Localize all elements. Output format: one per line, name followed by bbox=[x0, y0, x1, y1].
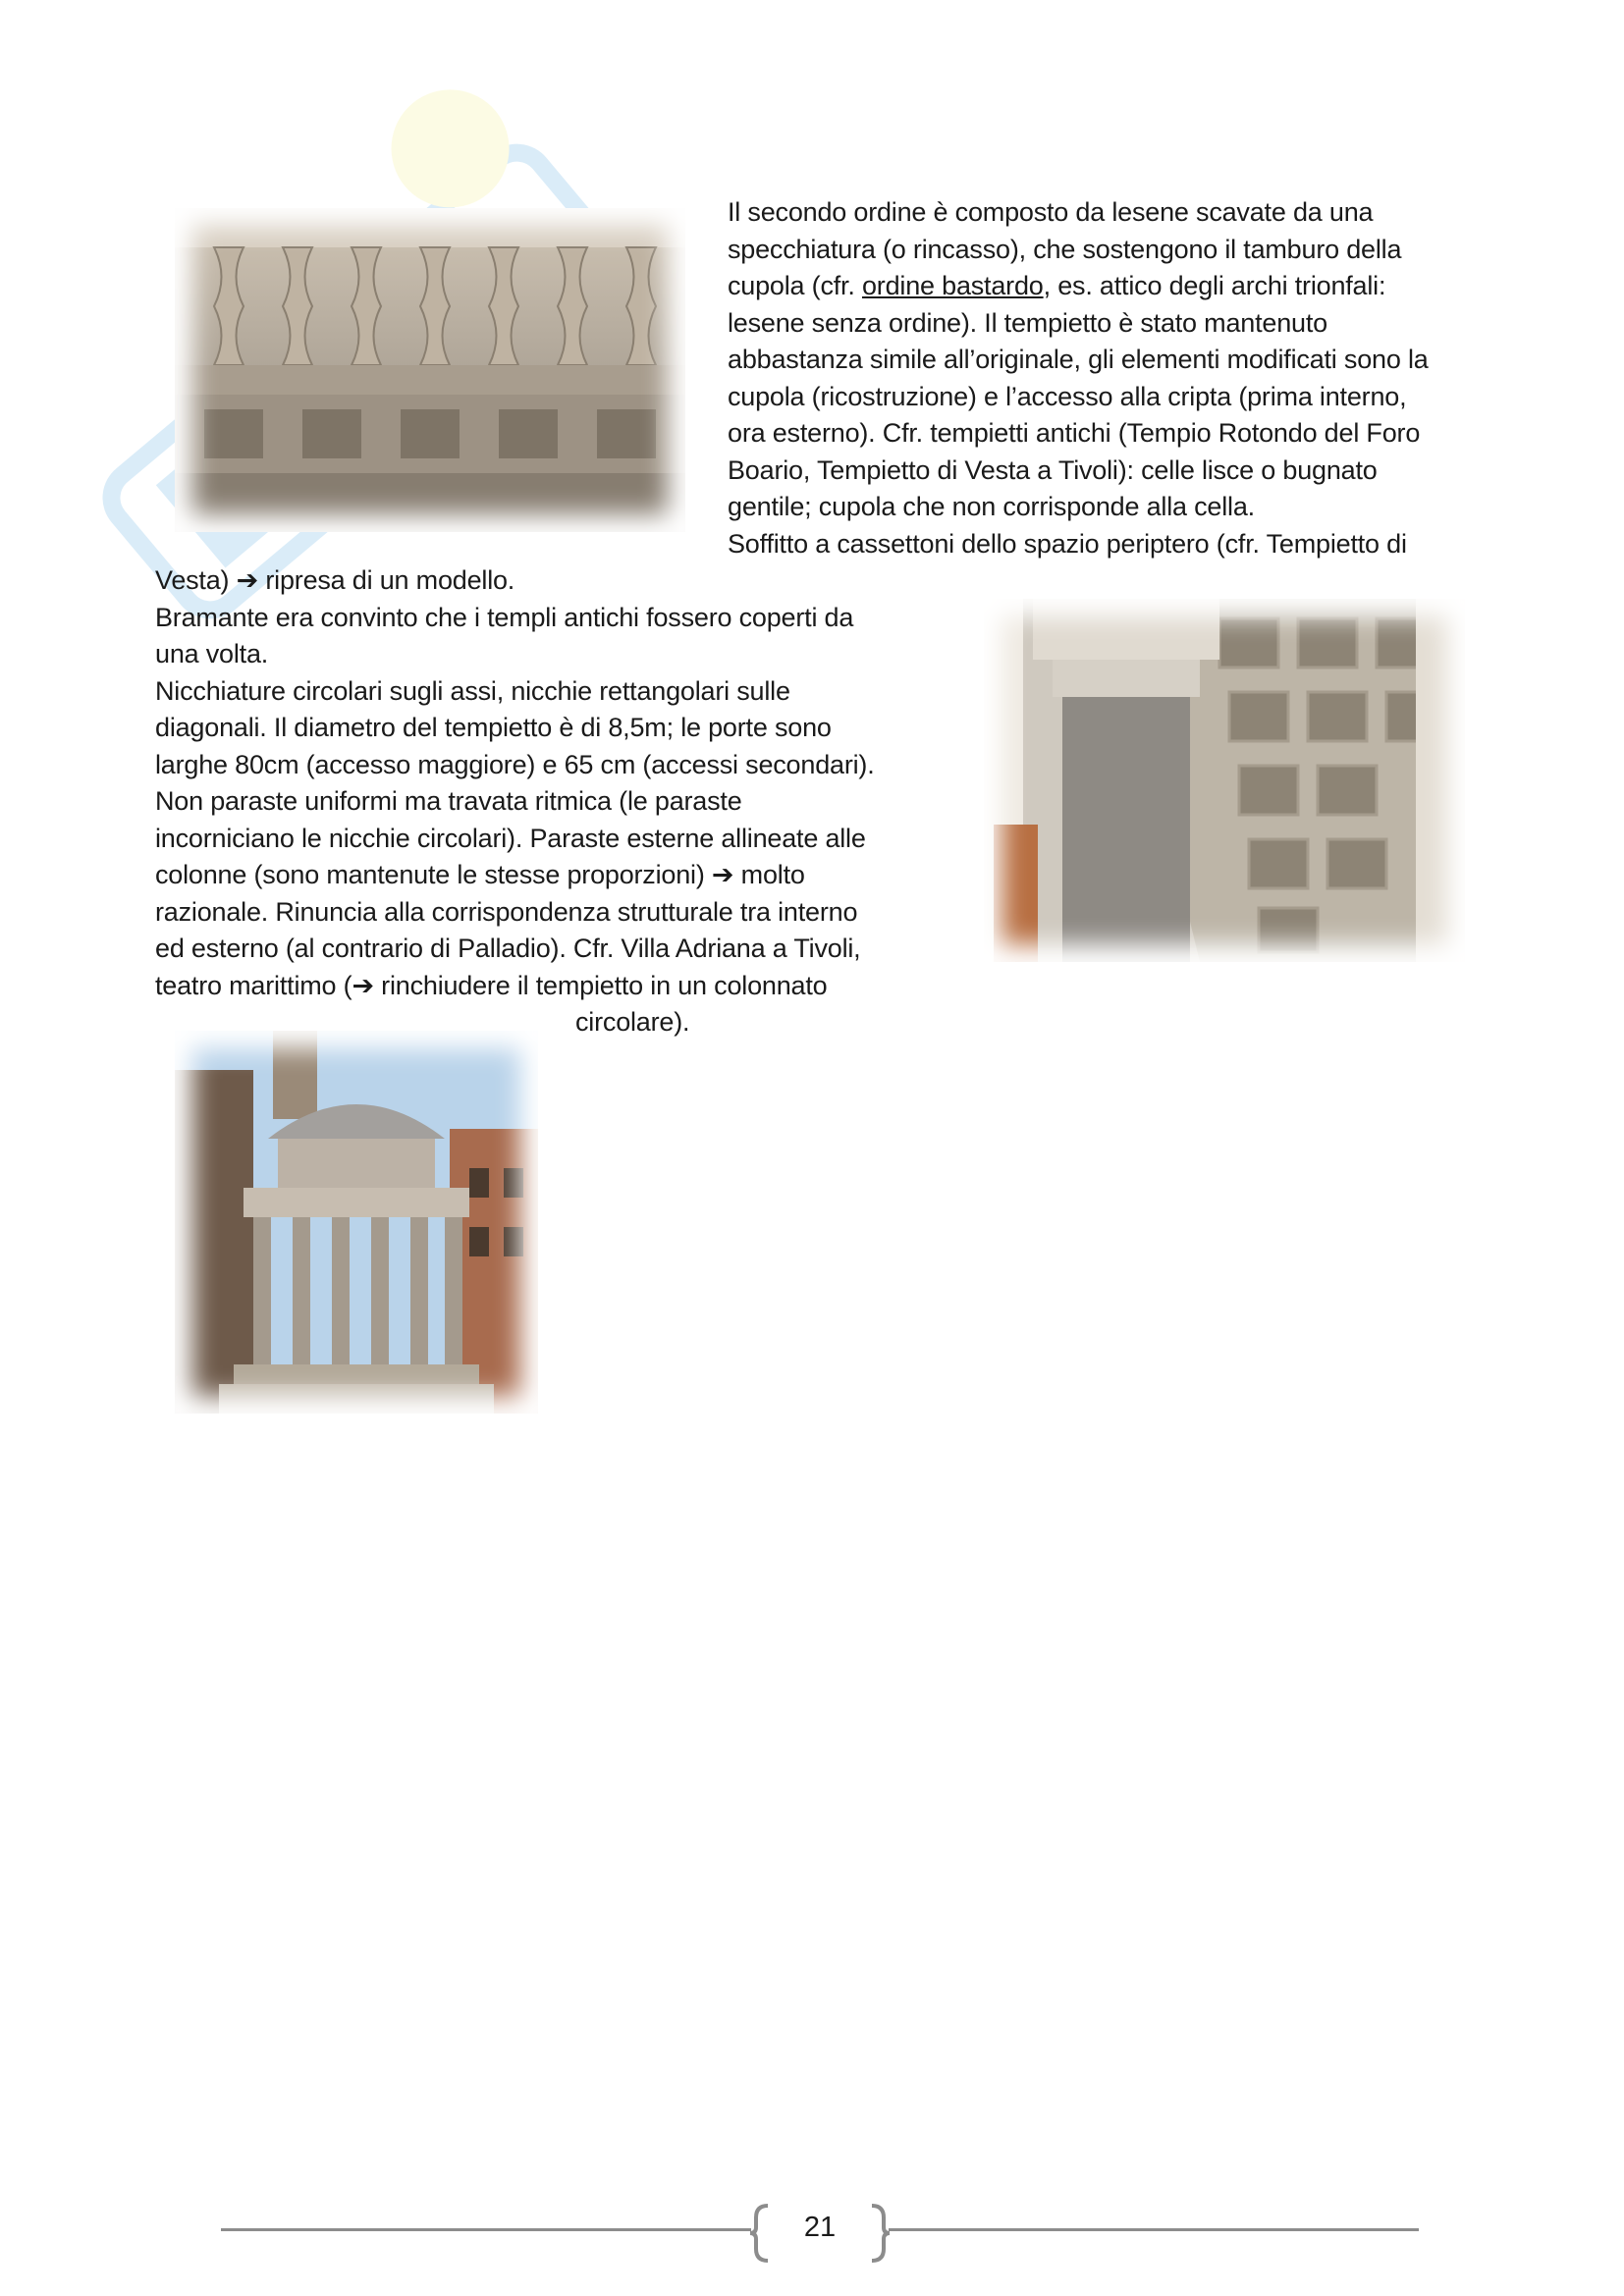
text-line: una volta. bbox=[155, 639, 269, 668]
text-line: Vesta) ➔ ripresa di un modello. bbox=[155, 565, 515, 595]
text-line: gentile; cupola che non corrisponde alla cella. bbox=[728, 492, 1255, 521]
left-brace-icon bbox=[748, 2204, 772, 2263]
footer-rule-left bbox=[221, 2228, 751, 2231]
text-line: diagonali. Il diametro del tempietto è di 8,5m; le porte sono bbox=[155, 713, 832, 742]
text-line: abbastanza simile all’originale, gli elementi modificati sono la bbox=[728, 345, 1429, 374]
page-number: 21 bbox=[803, 2212, 837, 2243]
balustrade-photo bbox=[175, 208, 685, 532]
text-line: Bramante era convinto che i templi antichi fossero coperti da bbox=[155, 603, 854, 632]
text-line: colonne (sono mantenute le stesse proporzioni) ➔ molto bbox=[155, 860, 805, 889]
text-line: Nicchiature circolari sugli assi, nicchie rettangolari sulle bbox=[155, 676, 790, 706]
text-line: lesene senza ordine). Il tempietto è stato mantenuto bbox=[728, 308, 1327, 338]
text-line: Boario, Tempietto di Vesta a Tivoli): celle lisce o bugnato bbox=[728, 455, 1378, 485]
footer-rule-right bbox=[889, 2228, 1419, 2231]
text-line: circolare). bbox=[575, 1007, 690, 1037]
text-line: incorniciano le nicchie circolari). Paraste esterne allineate alle bbox=[155, 824, 866, 853]
text-line: teatro marittimo (➔ rinchiudere il tempietto in un colonnato bbox=[155, 971, 828, 1000]
text-line: cupola (cfr. ordine bastardo, es. attico degli archi trionfali: bbox=[728, 271, 1386, 300]
text-line: ora esterno). Cfr. tempietti antichi (Tempio Rotondo del Foro bbox=[728, 418, 1421, 448]
right-brace-icon bbox=[868, 2204, 892, 2263]
text-line: larghe 80cm (accesso maggiore) e 65 cm (accessi secondari). bbox=[155, 750, 875, 779]
text-line: cupola (ricostruzione) e l’accesso alla cripta (prima interno, bbox=[728, 382, 1407, 411]
coffered-ceiling-photo bbox=[984, 599, 1465, 962]
text-line: razionale. Rinuncia alla corrispondenza strutturale tra interno bbox=[155, 897, 858, 927]
text-line: ed esterno (al contrario di Palladio). Cfr. Villa Adriana a Tivoli, bbox=[155, 934, 861, 963]
text-line: Non paraste uniformi ma travata ritmica (le paraste bbox=[155, 786, 742, 816]
ordine-bastardo-link[interactable]: ordine bastardo bbox=[861, 271, 1044, 300]
text-line: specchiatura (o rincasso), che sostengono il tamburo della bbox=[728, 235, 1402, 264]
text-line: Soffitto a cassettoni dello spazio periptero (cfr. Tempietto di bbox=[728, 529, 1407, 559]
text-line: Il secondo ordine è composto da lesene scavate da una bbox=[728, 197, 1374, 227]
tempietto-photo bbox=[175, 1031, 538, 1414]
